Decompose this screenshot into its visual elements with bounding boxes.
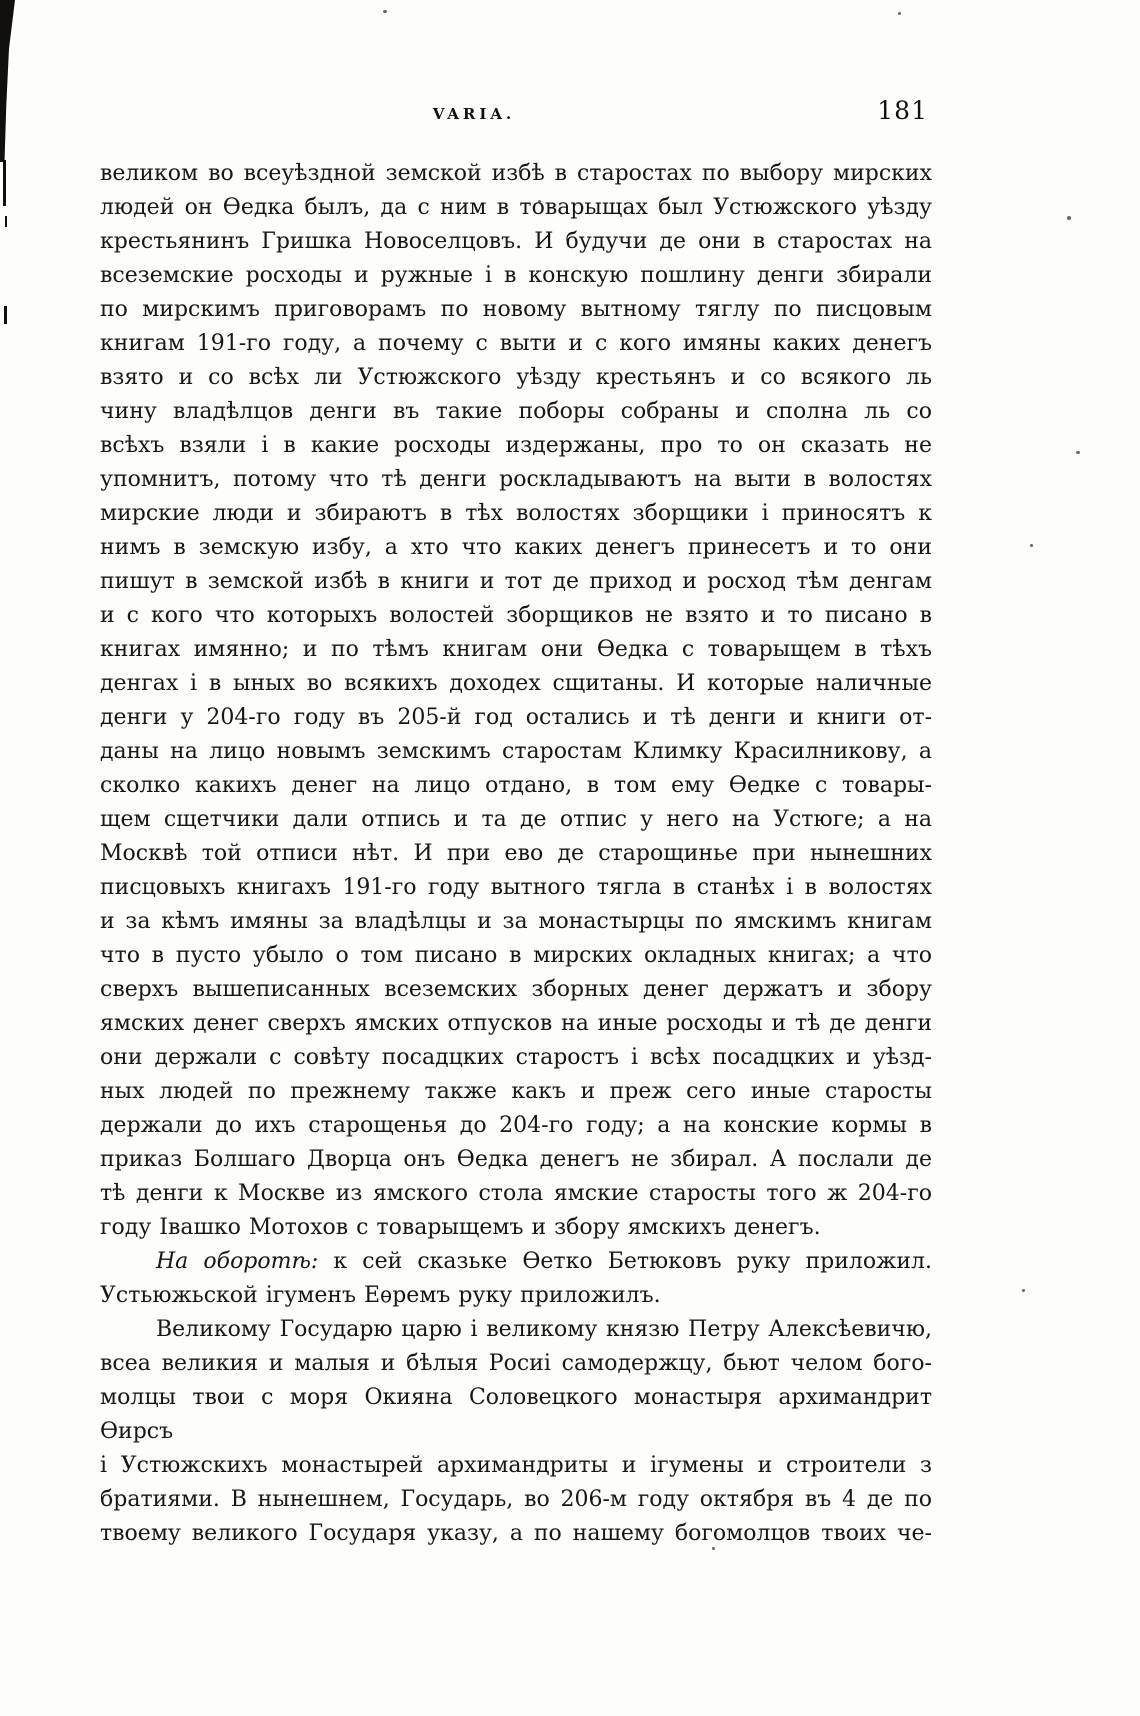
text-line: твоему великого Государя указу, а по нашему богомолцов твоих че- (100, 1521, 932, 1546)
text-line: что в пусто убыло о том писано в мирских окладных книгах; а что (100, 943, 932, 968)
text-line: всеземские росходы и ружные і в конскую пошлину денги збирали (100, 263, 932, 288)
text-line: упомнитъ, потому что тѣ денги роскладываютъ на выти в волостях (100, 467, 932, 492)
text-line: взято и со всѣх ли Устюжского уѣзду крестьянъ и со всякого ль (100, 365, 932, 390)
text-line: Великому Государю царю і великому князю Петру Алексѣевичю, (156, 1317, 932, 1342)
text-line: молцы твои с моря Окияна Соловецкого монастыря архимандрит Ѳирсъ (100, 1385, 932, 1444)
text-line: писцовыхъ книгахъ 191-го году вытного тягла в станѣх і в волостях (100, 875, 932, 900)
text-line: щем сщетчики дали отпись и та де отпис у него на Устюге; а на (100, 807, 932, 832)
text-line: сверхъ вышеписанных всеземских зборных денег держатъ и збору (100, 977, 932, 1002)
text-line: они держали с совѣту посадцких старостъ і всѣх посадцких и уѣзд- (100, 1045, 932, 1070)
running-title: VARIA. (432, 105, 516, 123)
text-line: денги у 204-го году въ 205-й год остались и тѣ денги и книги от- (100, 705, 932, 730)
running-header (100, 104, 932, 123)
text-line: и за кѣмъ имяны за владѣлцы и за монастырцы по ямскимъ книгам (100, 909, 932, 934)
text-line: братиями. В нынешнем, Государь, во 206-м году октября въ 4 де по (100, 1487, 932, 1512)
ink-speck (1076, 451, 1080, 454)
text-line: пишут в земской избѣ в книги и тот де приход и росход тѣм денгам (100, 569, 932, 594)
ink-speck (4, 306, 7, 324)
text-line: Устьюжьской ігуменъ Еѳремъ руку приложилъ. (100, 1283, 661, 1308)
text-line: мирские люди и збираютъ в тѣх волостях зборщики і приносятъ к (100, 501, 932, 526)
text-line: сколко какихъ денег на лицо отдано, в том ему Ѳедке с товары- (100, 773, 932, 798)
ink-speck (898, 12, 901, 15)
text-line: и с кого что которыхъ волостей зборщиков не взято и то писано в (100, 603, 932, 628)
ink-streak-artifact (0, 0, 15, 162)
text-line: году Івашко Мотохов с товарыщемъ и збору ямскихъ денегъ. (100, 1215, 821, 1240)
text-line: Москвѣ той отписи нѣт. И при ево де старощинье при нынешних (100, 841, 932, 866)
page-text (100, 157, 932, 1551)
ink-speck (383, 10, 387, 13)
text-line: ямских денег сверхъ ямских отпусков на иные росходы и тѣ де денги (100, 1011, 932, 1036)
text-line: На оборотѣ: к сей сказьке Ѳетко Бетюковъ руку приложил. (156, 1249, 932, 1274)
text-line: книгам 191-го году, а почему с выти и с кого имяны каких денегъ (100, 331, 932, 356)
ink-streak-tail (3, 160, 6, 206)
ink-speck (1022, 1289, 1025, 1292)
text-line: приказ Болшаго Дворца онъ Ѳедка денегъ не збирал. А послали де (100, 1147, 932, 1172)
text-line: ных людей по прежнему также какъ и преж сего иные старосты (100, 1079, 932, 1104)
text-line: чину владѣлцов денги въ такие поборы собраны и сполна ль со (100, 399, 932, 424)
text-line: по мирскимъ приговорамъ по новому вытному тяглу по писцовым (100, 297, 932, 322)
text-line: людей он Ѳедка былъ, да с ним в товарыщах был Устюжского уѣзду (100, 195, 932, 220)
text-line: нимъ в земскую избу, а хто что каких денегъ принесетъ и то они (100, 535, 932, 560)
text-line: всѣхъ взяли і в какие росходы издержаны, про то он сказать не (100, 433, 932, 458)
ink-speck (5, 216, 7, 227)
text-line: денгах і в ыных во всякихъ доходех сщитаны. И которые наличные (100, 671, 932, 696)
text-line: і Устюжскихъ монастырей архимандриты и ігумены и строители з (100, 1453, 932, 1478)
text-line: великом во всеуѣздной земской избѣ в старостах по выбору мирских (100, 161, 932, 186)
text-line: книгах имянно; и по тѣмъ книгам они Ѳедка с товарыщем в тѣхъ (100, 637, 932, 662)
text-line: держали до ихъ старощенья до 204-го году; а на конские кормы в (100, 1113, 932, 1138)
text-line: тѣ денги к Москве из ямского стола ямские старосты того ж 204-го (100, 1181, 932, 1206)
text-line: крестьянинъ Гришка Новоселцовъ. И будучи де они в старостах на (100, 229, 932, 254)
ink-speck (1067, 216, 1071, 220)
italic-lead: На оборотѣ: (156, 1249, 319, 1274)
text-line: даны на лицо новымъ земскимъ старостам Климку Красилникову, а (100, 739, 932, 764)
text-line: всеа великия и малыя и бѣлыя Росиі самодержцу, бьют челом бого- (100, 1351, 932, 1376)
page-number: 181 (877, 96, 928, 125)
ink-speck (1030, 544, 1033, 547)
